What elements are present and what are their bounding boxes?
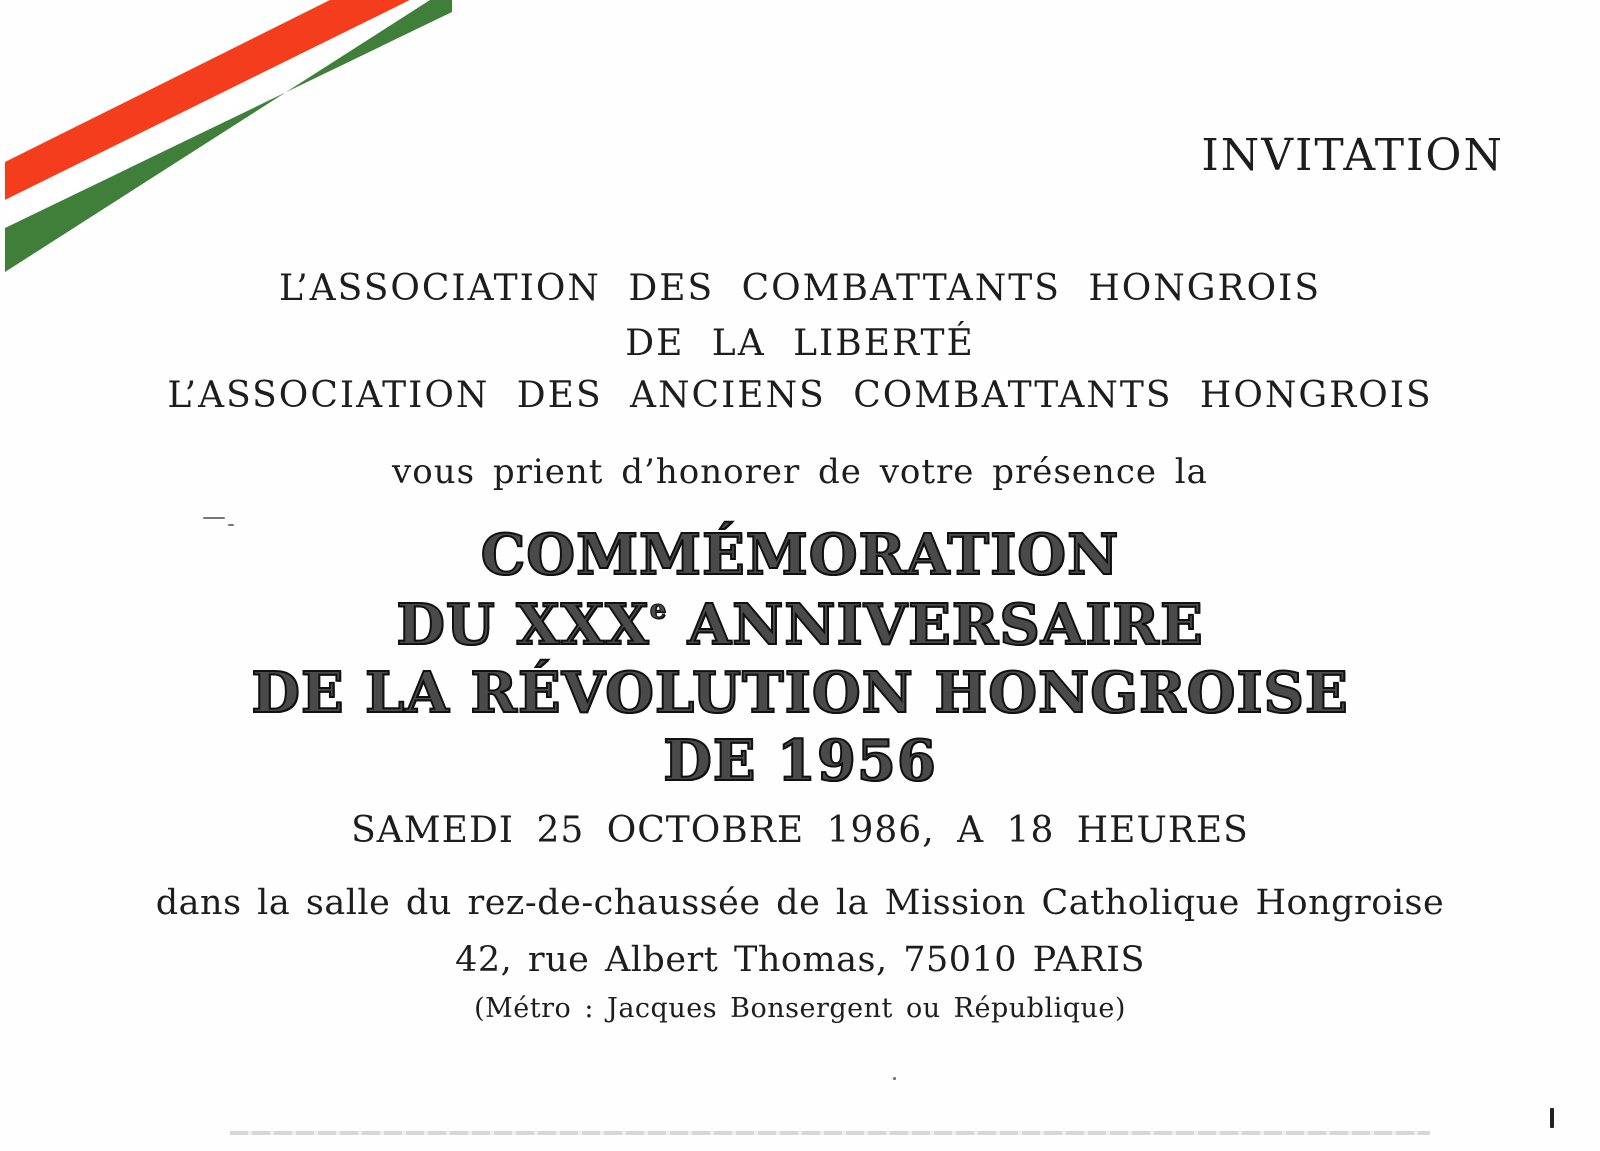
event-title-line-4: DE 1956 (663, 728, 937, 794)
print-speck (1550, 1108, 1554, 1128)
request-line: vous prient d’honorer de votre présence la (392, 452, 1208, 492)
event-date: SAMEDI 25 OCTOBRE 1986, A 18 HEURES (351, 810, 1249, 851)
event-title-superscript: e (649, 595, 668, 625)
host-line-3: L’ASSOCIATION DES ANCIENS COMBATTANTS HONGROIS (167, 375, 1433, 416)
card-bottom-edge (230, 1131, 1430, 1135)
event-title-line-3: DE LA RÉVOLUTION HONGROISE (251, 660, 1349, 726)
host-line-1: L’ASSOCIATION DES COMBATTANTS HONGROIS (278, 268, 1322, 309)
print-speck (893, 1077, 896, 1080)
venue-metro: (Métro : Jacques Bonsergent ou République) (474, 993, 1126, 1024)
print-speck (228, 524, 234, 526)
event-title-line-1: COMMÉMORATION (480, 522, 1120, 588)
venue-line-1: dans la salle du rez-de-chaussée de la Mission Catholique Hongroise (155, 883, 1445, 923)
venue-address: 42, rue Albert Thomas, 75010 PARIS (455, 940, 1145, 980)
host-line-2: DE LA LIBERTÉ (625, 323, 975, 364)
print-speck (203, 517, 225, 519)
event-title-line-2 (0, 592, 1600, 658)
invitation-heading: INVITATION (1201, 130, 1504, 181)
event-title-line-2-pre: DU XXX (396, 592, 650, 658)
event-title-line-2-post: ANNIVERSAIRE (667, 592, 1204, 658)
hungarian-flag-stripes (0, 0, 460, 300)
